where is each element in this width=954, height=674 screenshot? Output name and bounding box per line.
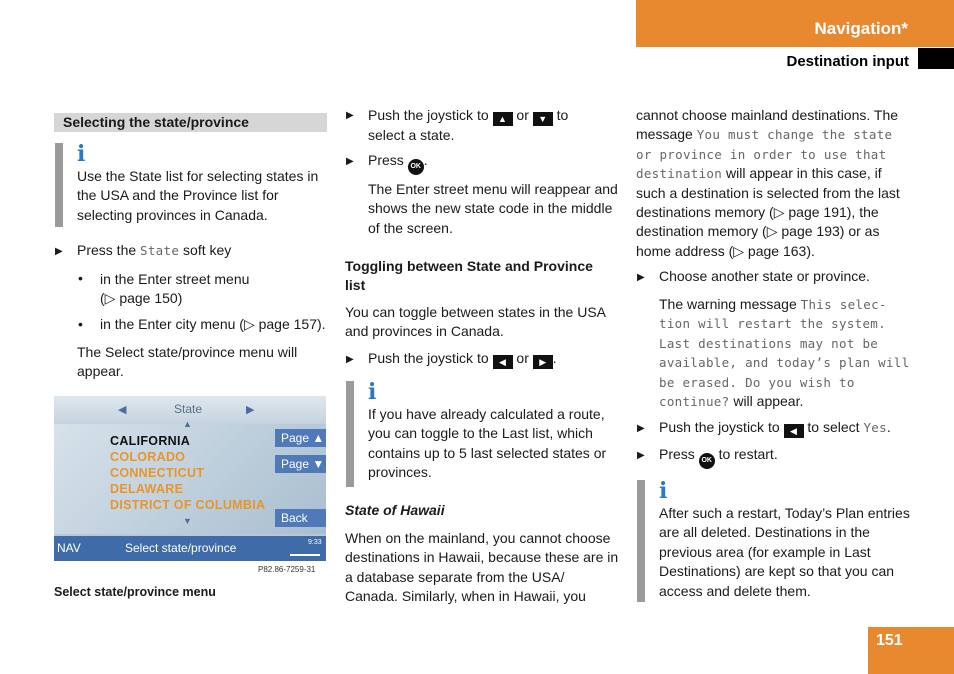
step-text: Push the joystick to <box>368 350 493 366</box>
text: will appear. <box>729 393 804 410</box>
right-arrow-icon: ▶ <box>246 404 255 416</box>
hawaii-text: When on the mainland, you cannot choose destinations in Hawaii, because these are in a database separate from the USA/ Canada. Similarly, when in Hawaii, you <box>345 530 619 605</box>
step-select-yes <box>659 419 891 438</box>
step-arrow-icon: ▶ <box>346 354 354 365</box>
info-box <box>637 480 911 602</box>
step-text: Push the joystick to <box>659 419 784 435</box>
toggle-subheading: Toggling between State and Province list <box>345 258 593 294</box>
message-text: You must change the state or province in order to use that destination <box>636 127 893 182</box>
period: . <box>552 350 557 366</box>
back-button: Back <box>275 509 326 527</box>
text: cannot choose mainland destinations. The message <box>636 107 899 143</box>
period: . <box>423 152 428 168</box>
section-title: Destination input <box>786 53 909 70</box>
info-icon: i <box>77 141 86 167</box>
warning-text <box>659 295 911 411</box>
info-text: If you have already calculated a route, you can toggle to the Last list, which contains up to 5 last selected states or provinces. <box>368 406 607 481</box>
step-text: to restart. <box>714 446 778 462</box>
joystick-left-icon: ◀ <box>493 355 513 369</box>
result-text: The Select state/province menu will appear. <box>77 344 298 380</box>
to-text: to <box>552 107 569 123</box>
step-arrow-icon: ▶ <box>637 423 645 434</box>
page-ref: (▷ page 150) <box>100 290 183 307</box>
state-label: State <box>174 402 203 416</box>
down-arrow-icon: ▼ <box>183 516 192 526</box>
step-press-state <box>77 242 231 258</box>
figure-reference: P82.86-7259-31 <box>258 565 316 574</box>
step-text: to select <box>803 419 864 435</box>
section-marker <box>918 48 954 69</box>
or-text: or <box>512 350 533 366</box>
section-heading <box>54 113 327 132</box>
joystick-down-icon: ▼ <box>533 112 553 126</box>
ok-button-icon: OK <box>699 453 715 469</box>
text: will appear in this case, if such a destination is selected from the last destinations memory (▷ page 191), the destination memory (▷ page 193) or as home address (▷ page 163). <box>636 165 900 259</box>
mainland-text <box>636 106 911 261</box>
step-arrow-icon: ▶ <box>55 246 63 257</box>
step-arrow-icon: ▶ <box>346 156 354 167</box>
joystick-left-icon: ◀ <box>784 424 804 438</box>
step-arrow-icon: ▶ <box>637 272 645 283</box>
info-text: Use the State list for selecting states in the USA and the Province list for selecting provinces in Canada. <box>77 168 319 223</box>
step-choose-state: Choose another state or province. <box>659 268 870 284</box>
yes-option: Yes <box>863 420 887 435</box>
nav-label: NAV <box>57 541 81 555</box>
section-heading-text: Selecting the state/province <box>63 114 249 130</box>
text: The warning message <box>659 296 801 312</box>
step-push-joystick-toggle <box>368 350 557 369</box>
bullet-icon: • <box>78 270 83 286</box>
footer-title: Select state/province <box>125 541 237 555</box>
step-arrow-icon: ▶ <box>637 450 645 461</box>
bullet-icon: • <box>78 316 83 332</box>
step-text-line2: select a state. <box>368 127 455 143</box>
step-press-ok <box>368 152 428 175</box>
up-arrow-icon: ▲ <box>183 419 192 429</box>
list-item: DISTRICT OF COLUMBIA <box>110 498 266 512</box>
page-number: 151 <box>876 632 903 649</box>
step-text-suffix: soft key <box>179 242 232 258</box>
info-text: After such a restart, Today’s Plan entries are all deleted. Destinations in the previous area (for example in Last Destinations) are kept so that you can access and delete them. <box>659 505 910 599</box>
page-up-button: Page ▲ <box>275 429 326 447</box>
step-text: Push the joystick to <box>368 107 493 123</box>
list-item: COLORADO <box>110 450 186 464</box>
period: . <box>886 419 891 435</box>
left-arrow-icon: ◀ <box>118 404 127 416</box>
ok-button-icon: OK <box>408 159 424 175</box>
list-item: DELAWARE <box>110 482 184 496</box>
info-icon: i <box>368 379 377 405</box>
toggle-text: You can toggle between states in the USA and provinces in Canada. <box>345 304 606 340</box>
joystick-right-icon: ▶ <box>533 355 553 369</box>
info-box <box>55 143 328 227</box>
bullet-enter-street <box>100 270 249 309</box>
step-press-restart <box>659 446 778 469</box>
hawaii-heading: State of Hawaii <box>345 502 445 518</box>
signal-icon <box>290 542 320 556</box>
step-push-joystick-state <box>368 106 620 145</box>
time-label: 9:33 <box>308 539 322 546</box>
chapter-title: Navigation* <box>814 19 908 38</box>
step-text: Press <box>368 152 408 168</box>
warning-message: This selec- tion will restart the system. Last destinations may not be available, and today’s plan will be erased. Do you wish to continue? <box>659 297 910 410</box>
screen-footer <box>54 536 326 561</box>
bullet-enter-city: in the Enter city menu (▷ page 157). <box>100 316 326 332</box>
info-icon: i <box>659 478 668 504</box>
page-down-button: Page ▼ <box>275 455 326 473</box>
joystick-up-icon: ▲ <box>493 112 513 126</box>
info-box <box>346 381 621 487</box>
list-item: CALIFORNIA <box>110 434 191 448</box>
step-arrow-icon: ▶ <box>346 110 354 121</box>
screen-figure <box>54 396 326 561</box>
state-softkey-label: State <box>140 243 180 258</box>
or-text: or <box>512 107 533 123</box>
step-text: Press <box>659 446 699 462</box>
bullet-line: in the Enter street menu <box>100 271 250 287</box>
list-item: CONNECTICUT <box>110 466 205 480</box>
step-result: The Enter street menu will reappear and shows the new state code in the middle of the screen. <box>368 181 618 236</box>
step-text: Press the <box>77 242 141 258</box>
figure-caption: Select state/province menu <box>54 585 216 599</box>
